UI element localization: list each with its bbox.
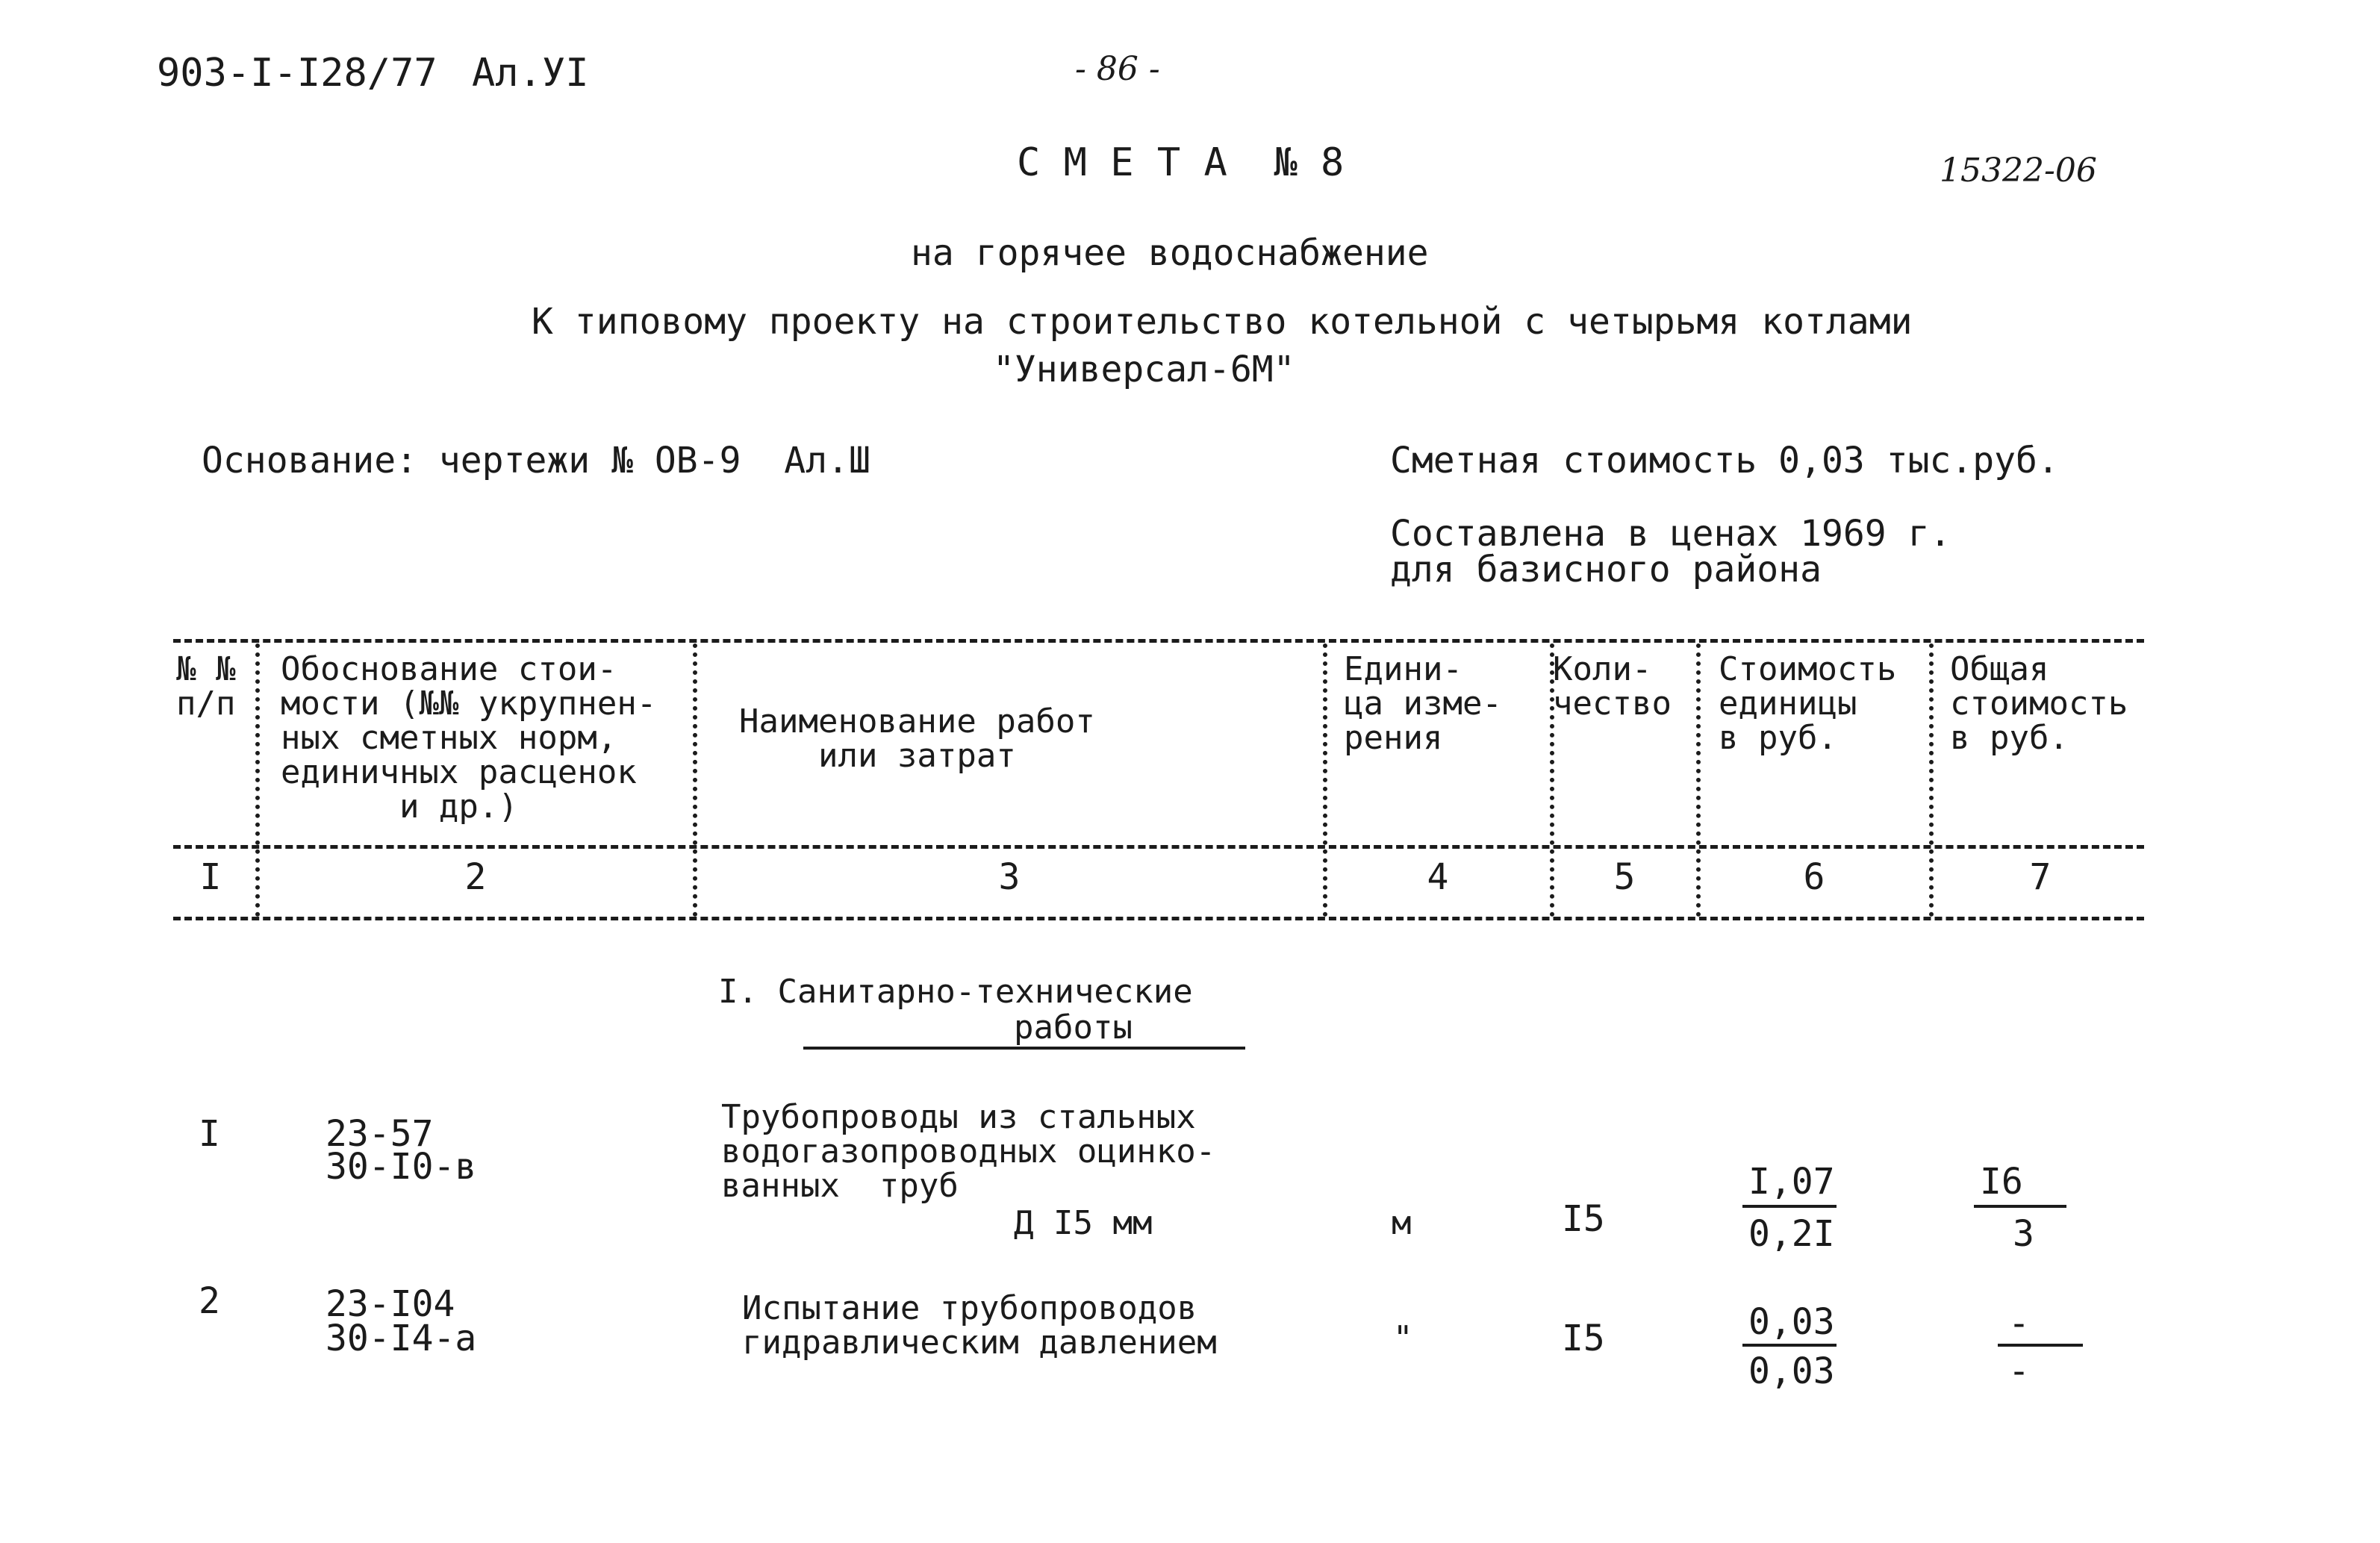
col-number-1: I	[199, 856, 222, 898]
row-2-qty: I5	[1562, 1318, 1605, 1359]
col-separator-3	[1323, 643, 1327, 917]
estimate-subtitle: на горячее водоснабжение	[911, 232, 1429, 274]
page-number: - 86 -	[1075, 50, 1160, 88]
col-number-7: 7	[2029, 856, 2052, 898]
col-number-6: 6	[1803, 856, 1825, 898]
row-2-unit-cost-bottom: 0,03	[1748, 1350, 1835, 1392]
row-1-num: I	[199, 1113, 220, 1155]
album-number: Ал.УI	[472, 51, 589, 96]
col-separator-2	[693, 643, 697, 917]
row-1-unit: м	[1392, 1204, 1412, 1242]
header-unit: Едини- ца изме- рения	[1344, 650, 1502, 757]
header-total-cost: Общая стоимость в руб.	[1950, 650, 2128, 757]
row-2-num: 2	[199, 1280, 220, 1322]
row-2-name: Испытание трубопроводов гидравлическим давлением	[742, 1289, 1217, 1362]
row-1-unit-cost-fraction	[1742, 1205, 1837, 1208]
row-2-unit-cost-top: 0,03	[1748, 1301, 1835, 1343]
header-name: Наименование работ или затрат	[739, 702, 1095, 775]
project-line-2: "Универсал-6М"	[993, 349, 1295, 390]
archive-number: 15322-06	[1940, 152, 2097, 190]
project-line-1: К типовому проекту на строительство котельной с четырьмя котлами	[532, 301, 1913, 343]
col-number-2: 2	[464, 856, 487, 898]
doc-code: 903-I-I28/77	[157, 51, 437, 96]
section-title-cont: работы	[1014, 1009, 1133, 1047]
row-2-total-top: -	[2008, 1303, 2030, 1344]
row-1-unit-cost-bottom: 0,2I	[1748, 1213, 1835, 1255]
row-2-total-fraction	[1998, 1344, 2083, 1347]
prices-year: Составлена в ценах 1969 г.	[1390, 513, 1951, 555]
header-unit-cost: Стоимость единицы в руб.	[1719, 650, 1897, 757]
row-1-basis-1: 23-57	[325, 1113, 434, 1155]
col-separator-1	[255, 643, 260, 917]
col-number-3: 3	[998, 856, 1021, 898]
row-2-total-bottom: -	[2008, 1350, 2030, 1392]
row-2-basis-2: 30-I4-а	[325, 1318, 477, 1359]
estimate-title: С М Е Т А № 8	[1017, 140, 1345, 185]
header-qty: Коли- чество	[1553, 650, 1672, 723]
row-2-unit: "	[1393, 1319, 1413, 1357]
row-2-basis-1: 23-I04	[325, 1283, 455, 1325]
table-top-rule	[173, 639, 2144, 643]
row-1-qty: I5	[1562, 1198, 1605, 1240]
col-numbers-bottom-rule	[173, 917, 2144, 920]
header-basis: Обоснование стои- мости (№№ укрупнен- ных сметных норм, единичных расценок и др.)	[281, 650, 657, 826]
row-1-unit-cost-top: I,07	[1748, 1161, 1835, 1203]
estimated-cost: Сметная стоимость 0,03 тыс.руб.	[1390, 440, 2059, 481]
row-1-name-detail: Д I5 мм	[1014, 1204, 1153, 1242]
row-1-name: Трубопроводы из стальных водогазопроводных оцинко- ванных труб	[721, 1098, 1216, 1205]
col-number-4: 4	[1427, 856, 1449, 898]
header-num: № № п/п	[176, 650, 236, 723]
base-region: для базисного района	[1390, 549, 1822, 590]
col-separator-5	[1696, 643, 1701, 917]
row-1-total-top: I6	[1980, 1161, 2023, 1203]
section-underline	[803, 1047, 1245, 1050]
col-separator-6	[1929, 643, 1934, 917]
col-number-5: 5	[1613, 856, 1636, 898]
row-1-total-bottom: 3	[2013, 1213, 2034, 1255]
row-2-unit-cost-fraction	[1742, 1344, 1837, 1347]
basis-drawings: Основание: чертежи № ОВ-9 Ал.Ш	[202, 440, 870, 481]
row-1-total-fraction	[1974, 1205, 2066, 1208]
row-1-basis-2: 30-I0-в	[325, 1146, 477, 1188]
section-title: I. Санитарно-технические	[718, 973, 1193, 1011]
header-bottom-rule	[173, 845, 2144, 849]
